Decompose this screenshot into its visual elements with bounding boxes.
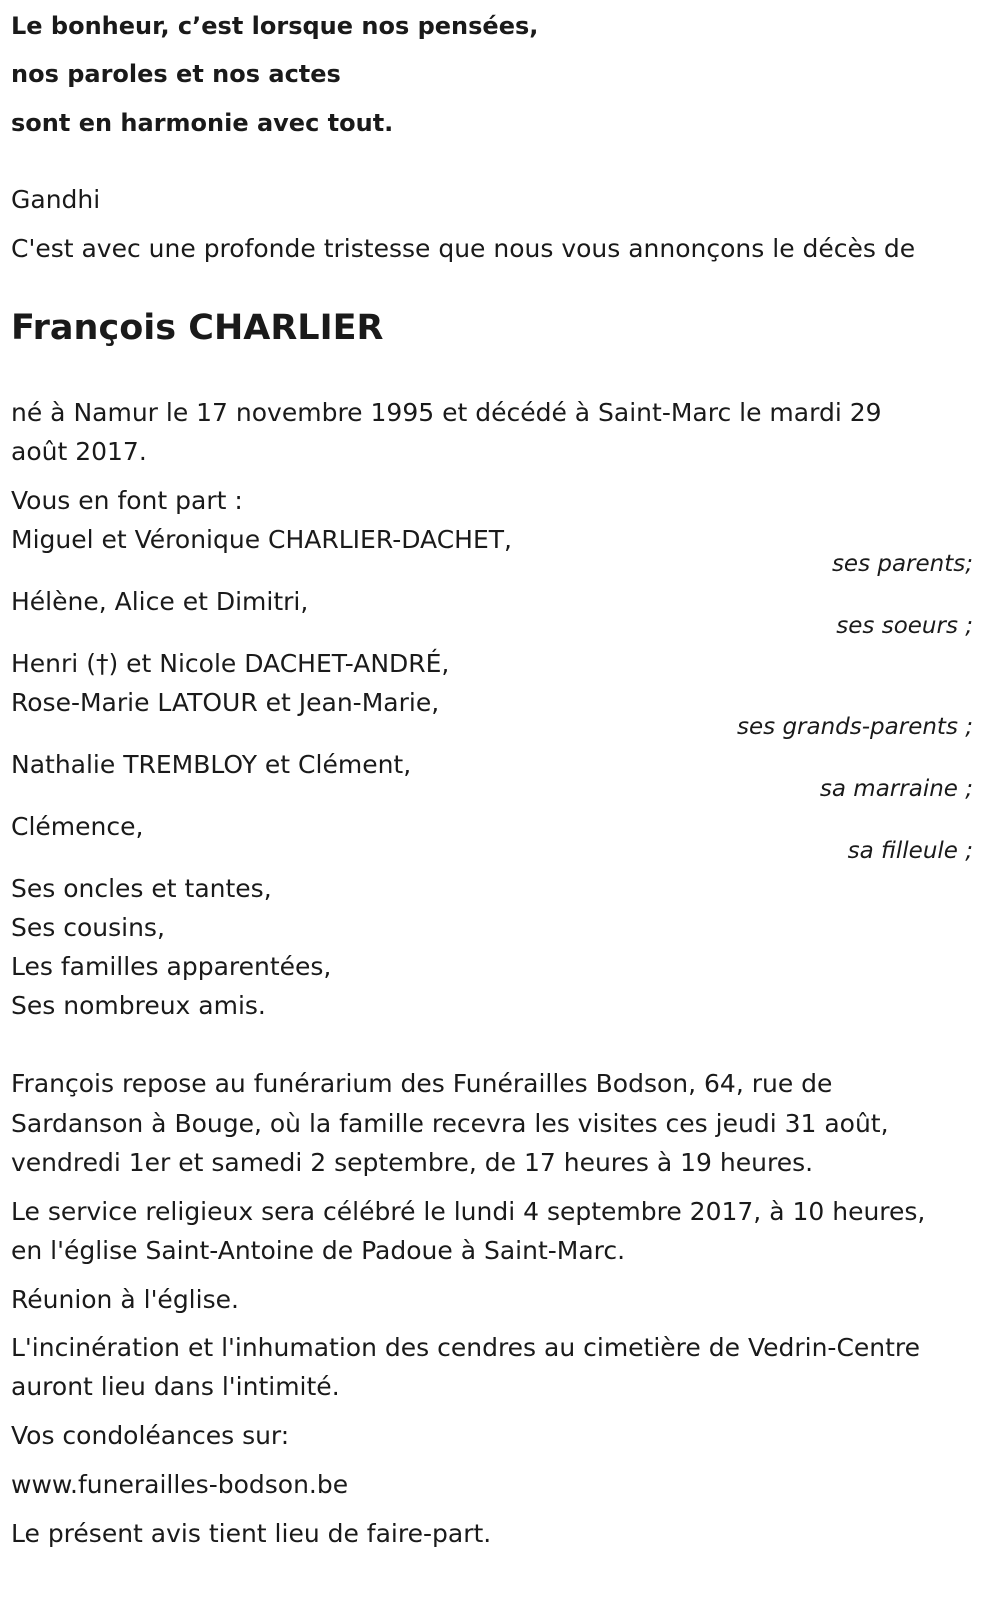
visitation-line-3: vendredi 1er et samedi 2 septembre, de 17 heures à 19 heures. <box>11 1148 814 1177</box>
family-parents: Miguel et Véronique CHARLIER-DACHET, <box>11 525 512 554</box>
service-line-2: en l'église Saint-Antoine de Padoue à Saint-Marc. <box>11 1236 626 1265</box>
family-godmother: Nathalie TREMBLOY et Clément, <box>11 750 412 779</box>
family-parents-relation: ses parents; <box>831 551 973 577</box>
cremation-line-1: L'incinération et l'inhumation des cendres au cimetière de Vedrin-Centre <box>11 1333 921 1362</box>
family-grandparents-relation: ses grands-parents ; <box>737 714 973 740</box>
cremation-line-2: auront lieu dans l'intimité. <box>11 1372 340 1401</box>
intro-text: C'est avec une profonde tristesse que nous vous annonçons le décès de <box>11 234 916 263</box>
family-goddaughter: Clémence, <box>11 812 144 841</box>
quote-line-2: nos paroles et nos actes <box>11 60 341 88</box>
family-cousins: Ses cousins, <box>11 913 165 942</box>
family-sisters: Hélène, Alice et Dimitri, <box>11 587 309 616</box>
quote-line-1: Le bonheur, c’est lorsque nos pensées, <box>11 12 539 40</box>
family-grandparents-2: Rose-Marie LATOUR et Jean-Marie, <box>11 688 440 717</box>
deceased-name: François CHARLIER <box>11 308 384 348</box>
family-grandparents-1: Henri (†) et Nicole DACHET-ANDRÉ, <box>11 649 450 678</box>
family-godmother-relation: sa marraine ; <box>819 776 973 802</box>
announcers-label: Vous en font part : <box>11 486 243 515</box>
meeting-text: Réunion à l'église. <box>11 1285 239 1314</box>
birth-death-line-2: août 2017. <box>11 437 147 466</box>
notice-text: Le présent avis tient lieu de faire-part. <box>11 1519 492 1548</box>
service-line-1: Le service religieux sera célébré le lundi 4 septembre 2017, à 10 heures, <box>11 1197 926 1226</box>
quote-line-3: sont en harmonie avec tout. <box>11 109 394 137</box>
family-sisters-relation: ses soeurs ; <box>836 613 973 639</box>
family-goddaughter-relation: sa filleule ; <box>847 838 973 864</box>
website-link[interactable]: www.funerailles-bodson.be <box>11 1470 349 1499</box>
birth-death-line-1: né à Namur le 17 novembre 1995 et décédé à Saint-Marc le mardi 29 <box>11 398 882 427</box>
family-uncles: Ses oncles et tantes, <box>11 874 272 903</box>
family-related: Les familles apparentées, <box>11 952 332 981</box>
family-friends: Ses nombreux amis. <box>11 991 266 1020</box>
visitation-line-2: Sardanson à Bouge, où la famille recevra les visites ces jeudi 31 août, <box>11 1109 889 1138</box>
quote-author: Gandhi <box>11 185 101 214</box>
condolences-label: Vos condoléances sur: <box>11 1421 290 1450</box>
visitation-line-1: François repose au funérarium des Funérailles Bodson, 64, rue de <box>11 1069 833 1098</box>
